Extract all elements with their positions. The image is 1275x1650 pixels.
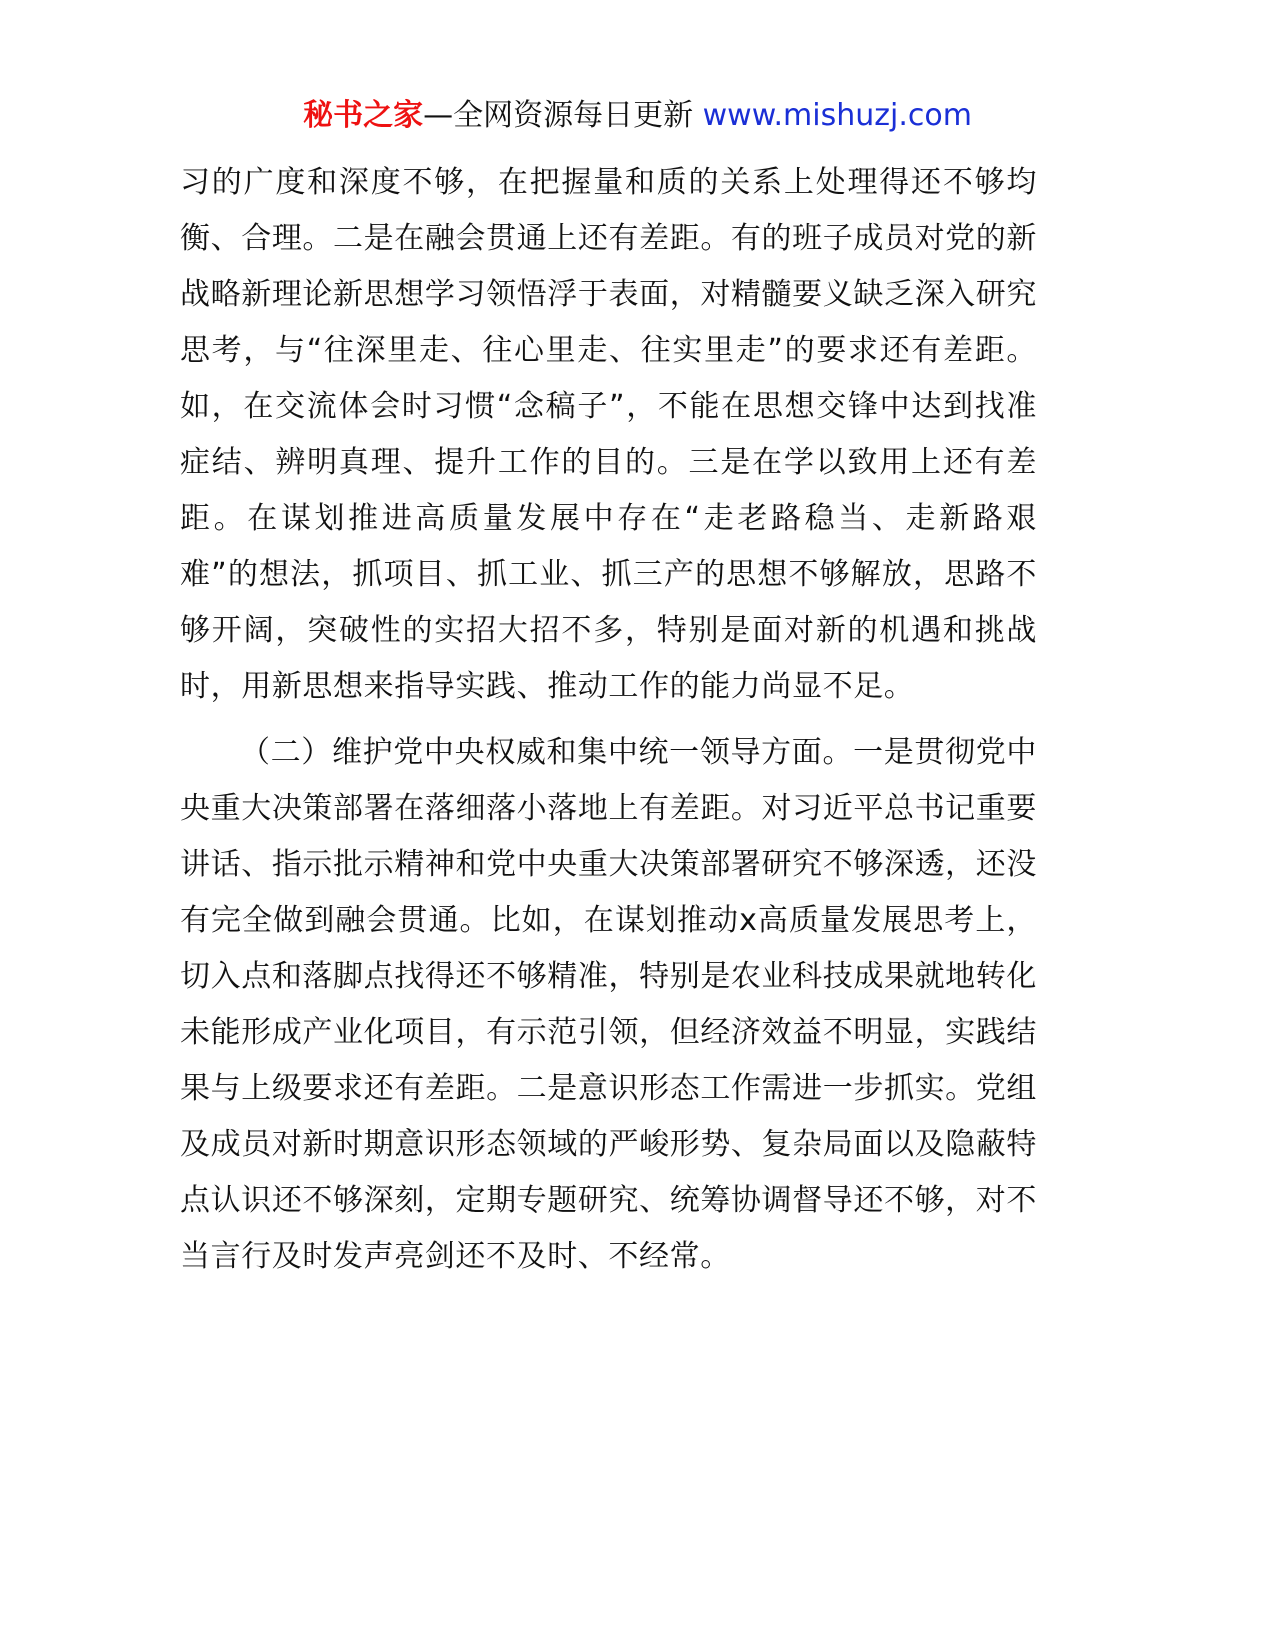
brand-name: 秘书之家 xyxy=(303,98,424,133)
header-tagline: —全网资源每日更新 xyxy=(423,98,694,133)
document-body xyxy=(180,155,1037,1285)
page-header xyxy=(0,98,1275,134)
paragraph-section-two: （二）维护党中央权威和集中统一领导方面。一是贯彻党中央重大决策部署在落细落小落地上有差距。对习近平总书记重要讲话、指示批示精神和党中央重大决策部署研究不够深透，还没有完全做到融会贯通。比如，在谋划推动x高质量发展思考上，切入点和落脚点找得还不够精准，特别是农业科技成果就地转化未能形成产业化项目，有示范引领，但经济效益不明显，实践结果与上级要求还有差距。二是意识形态工作需进一步抓实。党组及成员对新时期意识形态领域的严峻形势、复杂局面以及隐蔽特点认识还不够深刻，定期专题研究、统筹协调督导还不够，对不当言行及时发声亮剑还不及时、不经常。 xyxy=(180,735,1037,1274)
paragraph-continued: 习的广度和深度不够，在把握量和质的关系上处理得还不够均衡、合理。二是在融会贯通上还有差距。有的班子成员对党的新战略新理论新思想学习领悟浮于表面，对精髓要义缺乏深入研究思考，与“往深里走、往心里走、往实里走”的要求还有差距。如，在交流体会时习惯“念稿子”，不能在思想交锋中达到找准症结、辨明真理、提升工作的目的。三是在学以致用上还有差距。在谋划推进高质量发展中存在“走老路稳当、走新路艰难”的想法，抓项目、抓工业、抓三产的思想不够解放，思路不够开阔，突破性的实招大招不多，特别是面对新的机遇和挑战时，用新思想来指导实践、推动工作的能力尚显不足。 xyxy=(180,165,1037,704)
website-url[interactable]: www.mishuzj.com xyxy=(702,98,972,133)
